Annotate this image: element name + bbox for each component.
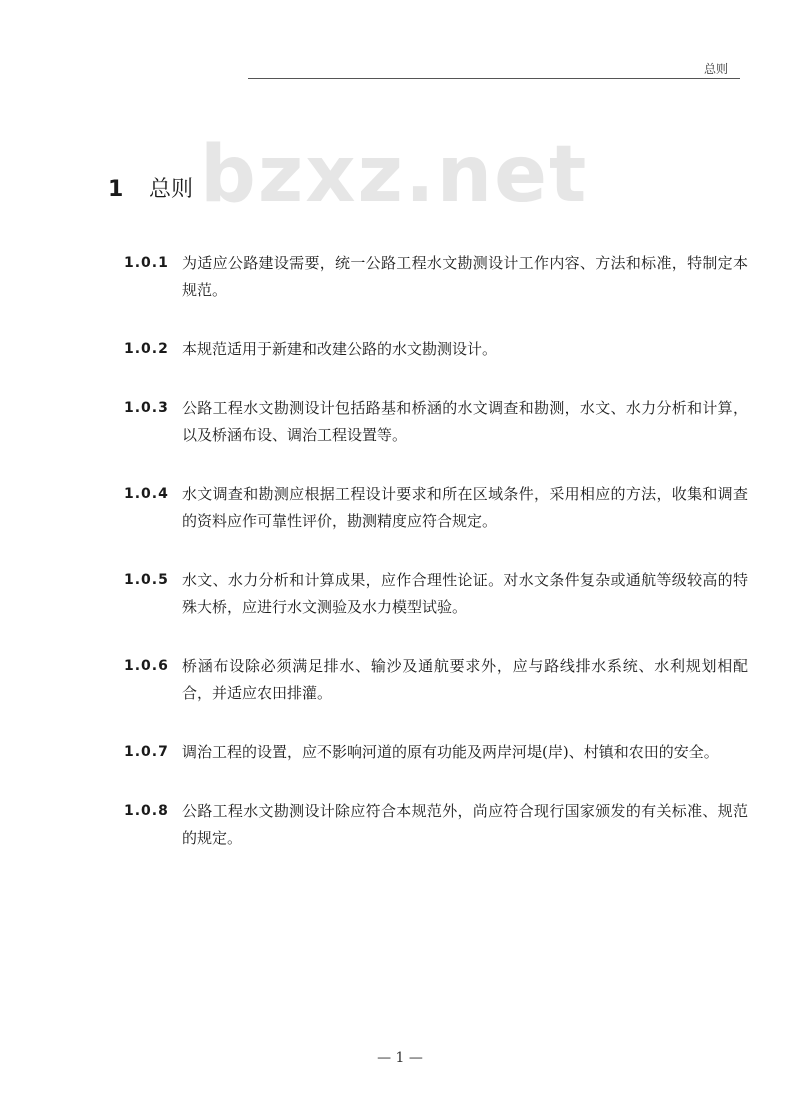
clause-number: 1.0.7 (124, 744, 169, 760)
running-header: 总则 (703, 62, 728, 76)
clause-number: 1.0.8 (124, 803, 169, 819)
clause-item (124, 481, 748, 535)
chapter-number: 1 (108, 177, 124, 202)
clause-number: 1.0.4 (124, 486, 169, 502)
clause-number: 1.0.3 (124, 400, 169, 416)
clause-number: 1.0.6 (124, 658, 169, 674)
clause-text: 水文、水力分析和计算成果，应作合理性论证。对水文条件复杂或通航等级较高的特殊大桥，应进行水文测验及水力模型试验。 (182, 571, 748, 616)
clause-item (124, 395, 748, 449)
clause-item (124, 653, 748, 707)
clause-text: 调治工程的设置，应不影响河道的原有功能及两岸河堤(岸)、村镇和农田的安全。 (182, 743, 719, 761)
clause-text: 水文调查和勘测应根据工程设计要求和所在区域条件，采用相应的方法，收集和调查的资料应作可靠性评价，勘测精度应符合规定。 (182, 485, 748, 530)
clause-item (124, 739, 748, 766)
clause-text: 公路工程水文勘测设计除应符合本规范外，尚应符合现行国家颁发的有关标准、规范的规定。 (182, 802, 748, 847)
chapter-heading (108, 172, 193, 203)
clause-text: 本规范适用于新建和改建公路的水文勘测设计。 (182, 340, 498, 358)
clause-item (124, 250, 748, 304)
clause-text: 为适应公路建设需要，统一公路工程水文勘测设计工作内容、方法和标准，特制定本规范。 (182, 254, 748, 299)
chapter-title: 总则 (148, 177, 193, 202)
clause-item (124, 567, 748, 621)
watermark: bzxz.net (200, 130, 589, 220)
clause-item (124, 798, 748, 852)
clause-text: 公路工程水文勘测设计包括路基和桥涵的水文调查和勘测，水文、水力分析和计算，以及桥涵布设、调治工程设置等。 (182, 399, 748, 444)
clause-number: 1.0.2 (124, 341, 169, 357)
clause-text: 桥涵布设除必须满足排水、输沙及通航要求外，应与路线排水系统、水利规划相配合，并适应农田排灌。 (182, 657, 748, 702)
page-number: — 1 — (377, 1050, 423, 1066)
clause-list (124, 250, 748, 884)
clause-item (124, 336, 748, 363)
header-rule (248, 78, 740, 79)
clause-number: 1.0.1 (124, 255, 169, 271)
clause-number: 1.0.5 (124, 572, 169, 588)
